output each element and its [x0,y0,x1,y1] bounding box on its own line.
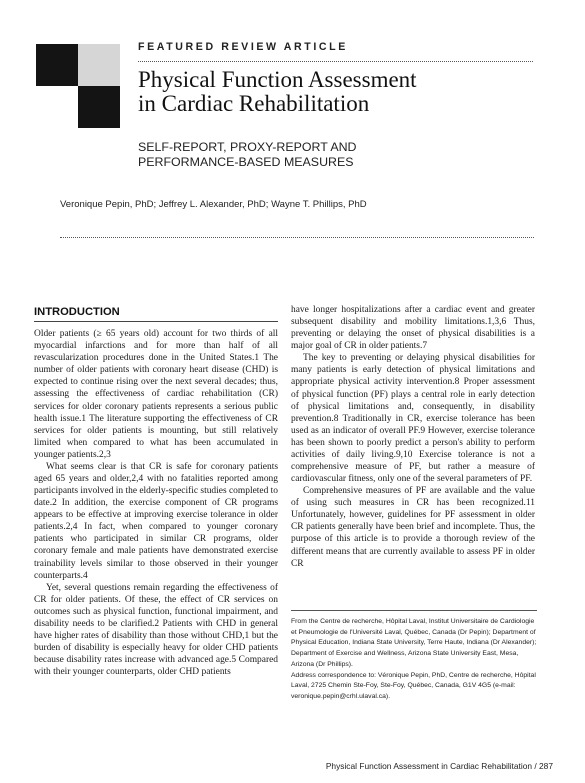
decorative-square-black-top [36,44,78,86]
subtitle-line-2: PERFORMANCE-BASED MEASURES [138,155,354,169]
title-line-1: Physical Function Assessment [138,67,417,92]
article-title [138,68,417,116]
footnote-correspondence: Address correspondence to: Véronique Pepin, PhD, Centre de recherche, Hôpital Laval, 2725 Chemin Ste-Foy, Ste-Foy, Québec, Canada, G1V 4G5 (e-mail: veronique.pepin@crhl.ulaval.ca). [291,671,536,700]
paragraph: The key to preventing or delaying physical disabilities for many patients is early detection of physical limitations and appropriate physical activity intervention.8 Proper assessment of physical function (PF) plays a central role in early detection of physical limitations and, consequently, in disability prevention.8 Traditionally in CR, exercise tolerance has been used as an indicator of overall PF.9 However, exercise tolerance has been shown to poorly predict a person's ability to perform activities of daily living.9,10 Exercise tolerance is not a comprehensive measure of PF, but rather a measure of cardiovascular fitness, only one of the several parameters of PF. [291,353,535,485]
article-subtitle [138,140,357,170]
footnote-affiliation: From the Centre de recherche, Hôpital Laval, Institut Universitaire de Cardiologie et Pneumologie de l'Université Laval, Québec, Canada (Dr Pepin); Department of Physical Education, Indiana State University, Terre Haute, Indiana (Dr Alexander); Department of Exercise and Wellness, Arizona State University East, Mesa, Arizona (Dr Phillips). [291,618,537,668]
decorative-square-black-bottom [78,86,120,128]
title-line-2: in Cardiac Rehabilitation [138,91,370,116]
running-footer: Physical Function Assessment in Cardiac Rehabilitation / 287 [325,761,553,771]
text-column-right [291,304,535,570]
article-category: FEATURED REVIEW ARTICLE [138,41,348,53]
decorative-square-grey [78,44,120,86]
dotted-rule-top [138,61,533,62]
author-list: Veronique Pepin, PhD; Jeffrey L. Alexander, PhD; Wayne T. Phillips, PhD [60,199,367,210]
subtitle-line-1: SELF-REPORT, PROXY-REPORT AND [138,140,357,154]
paragraph: have longer hospitalizations after a cardiac event and greater subsequent disability and mobility limitations.1,3,6 Thus, preventing or delaying the onset of physical disabilities is a major goal of CR in older patients.7 [291,305,535,352]
footnote-rule [291,610,537,611]
dotted-rule-bottom [60,237,534,238]
paragraph: Comprehensive measures of PF are available and the value of using such measures in CR has been recognized.11 Unfortunately, however, guidelines for PF assessment in older CR patients generally have been brief and incomplete. Thus, the purpose of this article is to provide a thorough review of the different means that are currently available to assess PF in older CR [291,486,535,569]
paragraph: Yet, several questions remain regarding the effectiveness of CR for older patients. Of these, the effect of CR services on outcomes such as physical function, functional impairment, and disability needs to be clarified.2 Patients with CHD in general have higher rates of disability than those without CHD,1 but the burden of disability is especially heavy for older CHD patients because disability rates increase with advanced age.5 Compared with their younger counterparts, older CHD patients [34,582,278,678]
paragraph: What seems clear is that CR is safe for coronary patients aged 65 years and older,2,4 with no fatalities reported among participants involved in the elderly-specific studies completed to date.2 In addition, the exercise component of CR programs appears to be effective at improving exercise tolerance in older patients.2,4 In fact, when compared to younger coronary patients who participated in similar CR programs, older coronary female and male patients have demonstrated exercise trainability levels similar to those observed in their younger counterparts.4 [34,461,278,581]
text-column-left [34,306,278,678]
section-heading: INTRODUCTION [34,306,278,322]
paragraph: Older patients (≥ 65 years old) account for two thirds of all myocardial infarctions and for more than half of all revascularization procedures done in the United States.1 The number of older patients with coronary heart disease (CHD) is expected to continue rising over the next several decades; thus, assessing the effectiveness of cardiac rehabilitation (CR) services for older coronary patients represents a serious public health issue.1 The literature supporting the effectiveness of CR services for older patients is mounting, but still relatively limited when compared to what has been accumulated in younger patients.2,3 [34,329,278,460]
footnote [291,617,537,703]
